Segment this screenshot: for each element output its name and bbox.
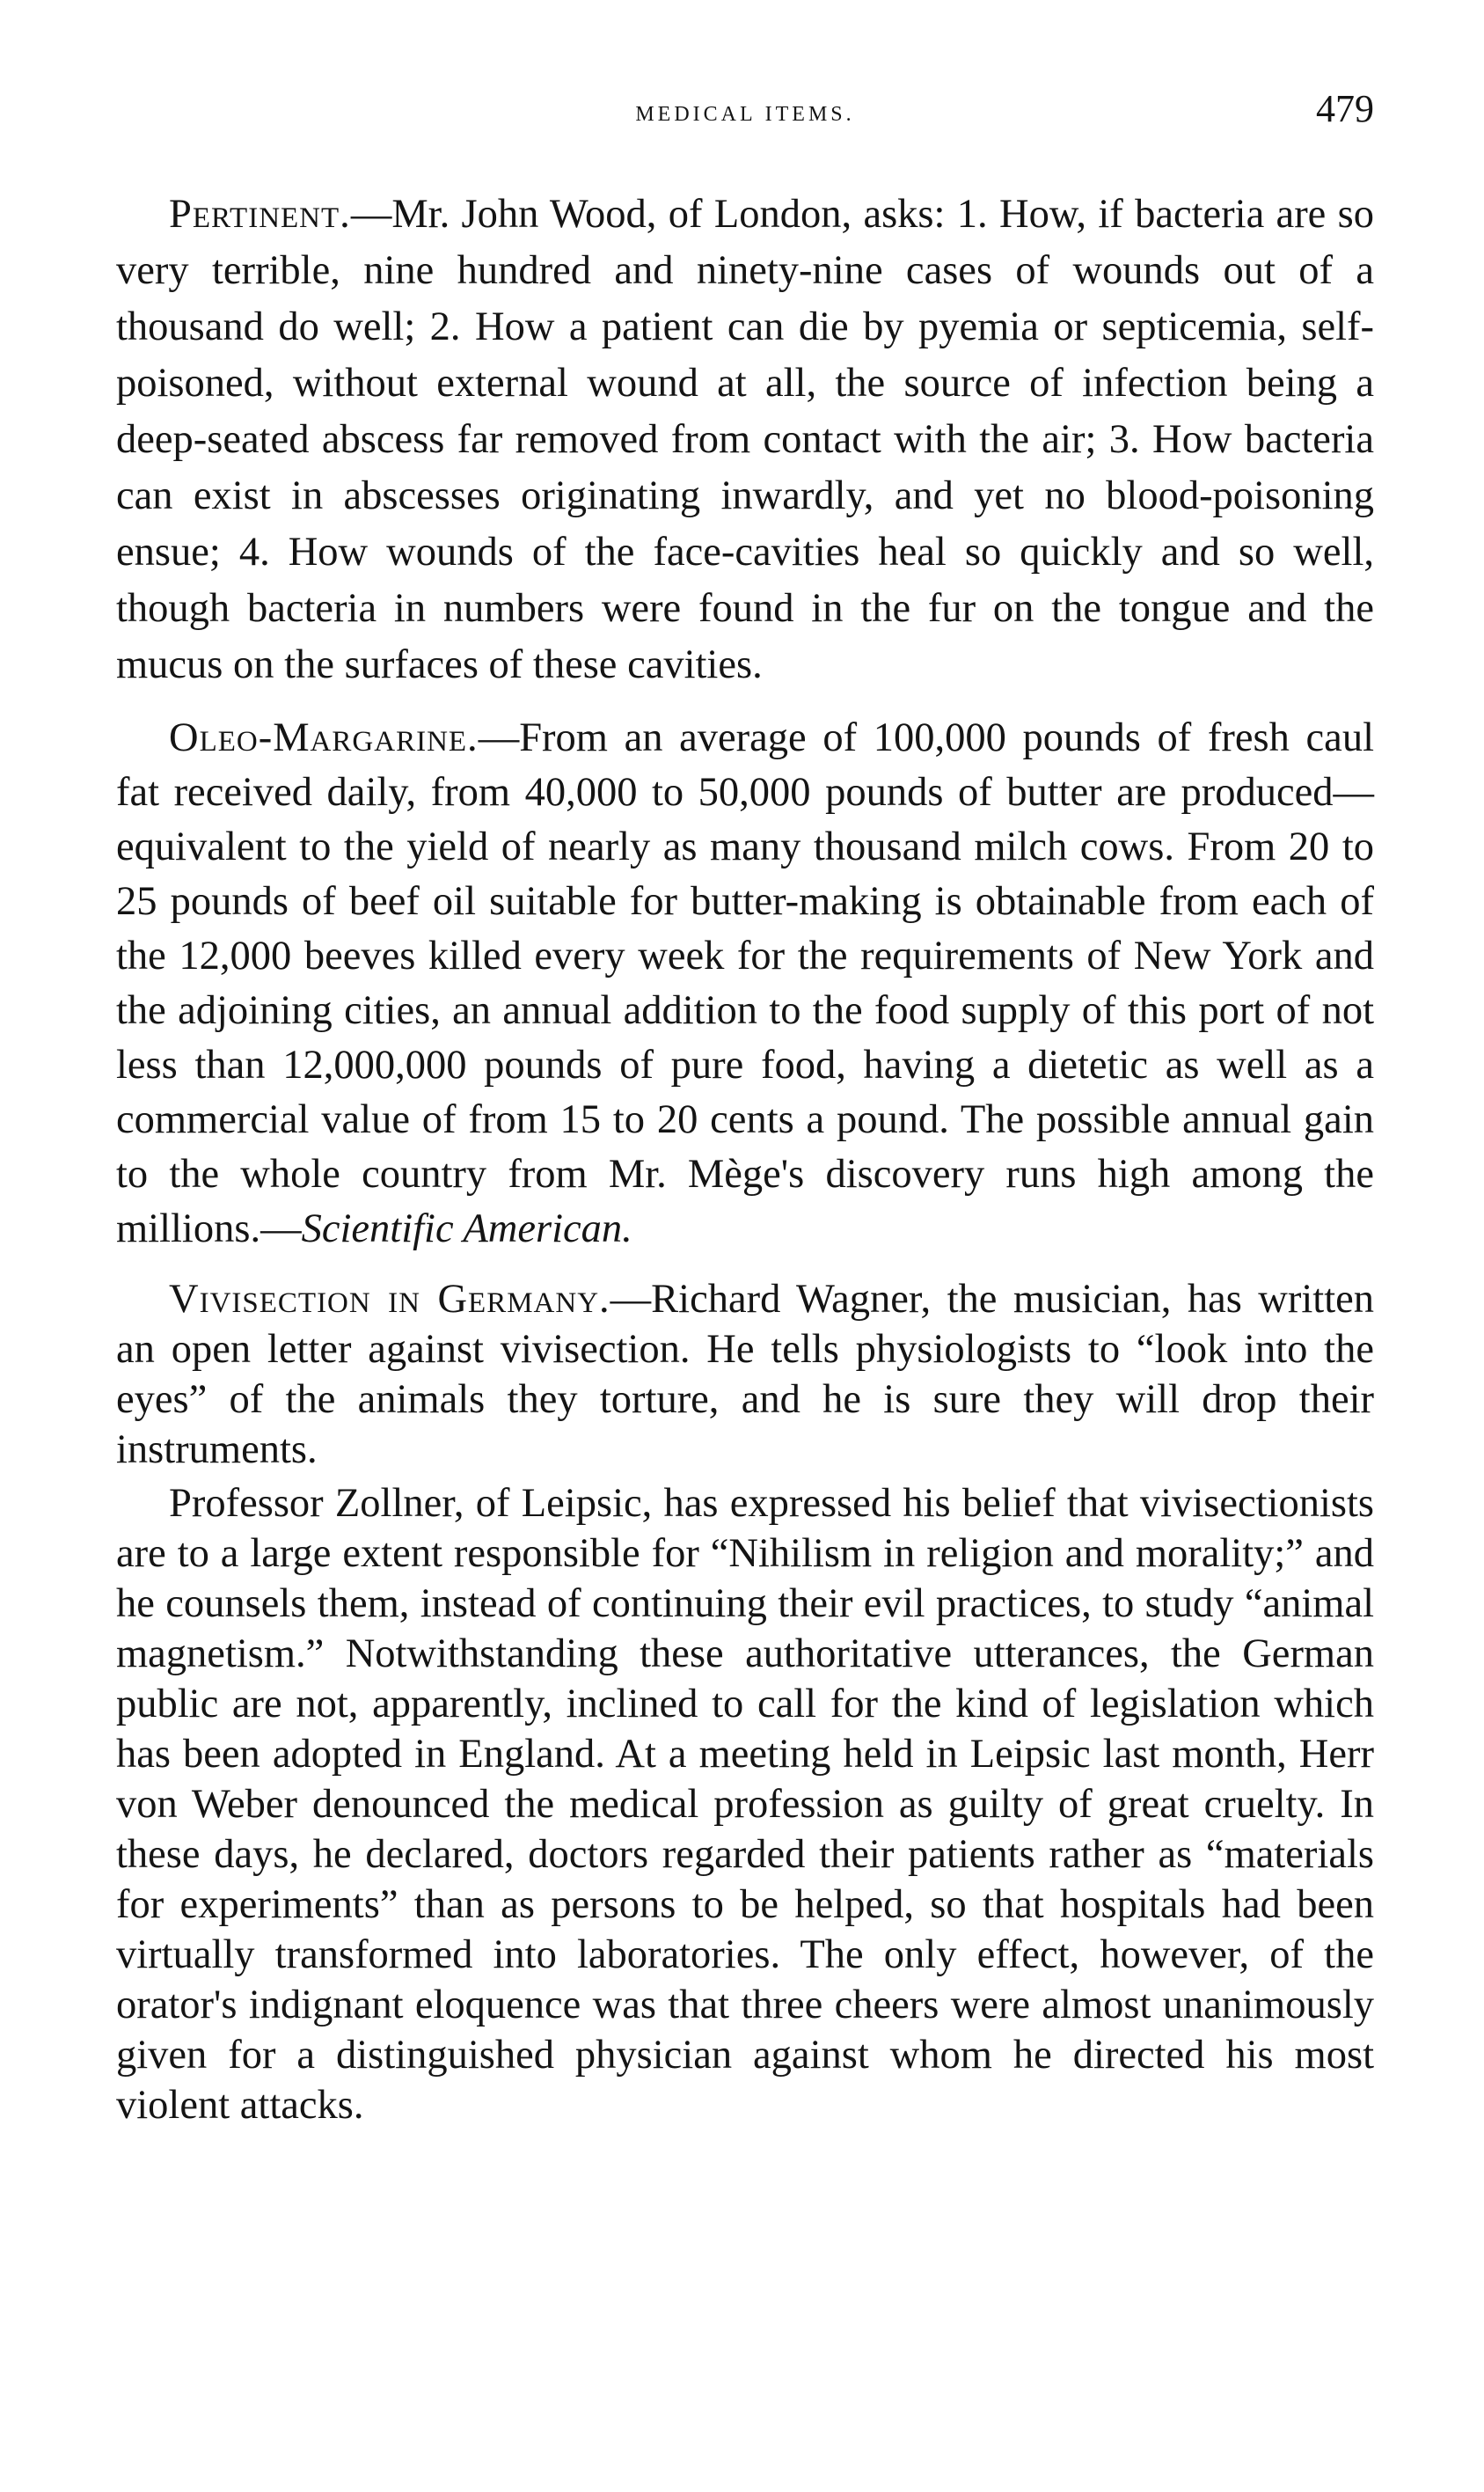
article-paragraph — [116, 1274, 1374, 1475]
paragraph-text: —From an average of 100,000 pounds of fresh caul fat received daily, from 40,000 to 50,000 pounds of butter are produced—equivalent to the yield of nearly as many thousand milch cows. From 20 to 25 pounds of beef oil suitable for butter-making is obtainable from each of the 12,000 beeves killed every week for the requirements of New York and the adjoining cities, an annual addition to the food supply of this port of not less than 12,000,000 pounds of pure food, having a dietetic as well as a commercial value of from 15 to 20 cents a pound. The possible annual gain to the whole country from Mr. Mège's discovery runs high among the millions.— — [116, 715, 1374, 1251]
body-text — [116, 187, 1374, 2148]
article-vivisection — [116, 1274, 1374, 2130]
running-title: medical items. — [635, 95, 855, 128]
article-heading: Oleo-Margarine. — [169, 715, 479, 760]
article-oleo-margarine — [116, 711, 1374, 1257]
paragraph-text: —Richard Wagner, the musician, has written an open letter against vivisection. He tells physiologists to “look into the eyes” of the animals they torture, and he is sure they will drop their instruments. — [116, 1277, 1374, 1472]
article-paragraph — [116, 1478, 1374, 2130]
article-paragraph — [116, 711, 1374, 1257]
article-heading: Pertinent. — [169, 192, 351, 237]
page-number: 479 — [1316, 87, 1374, 130]
article-paragraph — [116, 187, 1374, 693]
running-head — [116, 87, 1374, 148]
article-source: Scientific American. — [301, 1206, 632, 1251]
article-pertinent — [116, 187, 1374, 693]
article-heading: Vivisection in Germany. — [169, 1277, 610, 1322]
paragraph-text: Professor Zollner, of Leipsic, has expressed his belief that vivisectionists are to a large extent responsible for “Nihilism in religion and morality;” and he counsels them, instead of continuing their evil practices, to study “animal magnetism.” Notwithstanding these authoritative utterances, the German public are not, apparently, inclined to call for the kind of legislation which has been adopted in England. At a meeting held in Leipsic last month, Herr von Weber denounced the medical profession as guilty of great cruelty. In these days, he declared, doctors regarded their patients rather as “materials for experiments” than as persons to be helped, so that hospitals had been virtually transformed into laboratories. The only effect, however, of the orator's indignant eloquence was that three cheers were almost unanimously given for a distinguished physician against whom he directed his most violent attacks. — [116, 1481, 1374, 2128]
paragraph-text: —Mr. John Wood, of London, asks: 1. How, if bacteria are so very terrible, nine hundred and ninety-nine cases of wounds out of a thousand do well; 2. How a patient can die by pyemia or septicemia, self-poisoned, without external wound at all, the source of infection being a deep-seated abscess far removed from contact with the air; 3. How bacteria can exist in abscesses originating inwardly, and yet no blood-poisoning ensue; 4. How wounds of the face-cavities heal so quickly and so well, though bacteria in numbers were found in the fur on the tongue and the mucus on the surfaces of these cavities. — [116, 192, 1374, 687]
